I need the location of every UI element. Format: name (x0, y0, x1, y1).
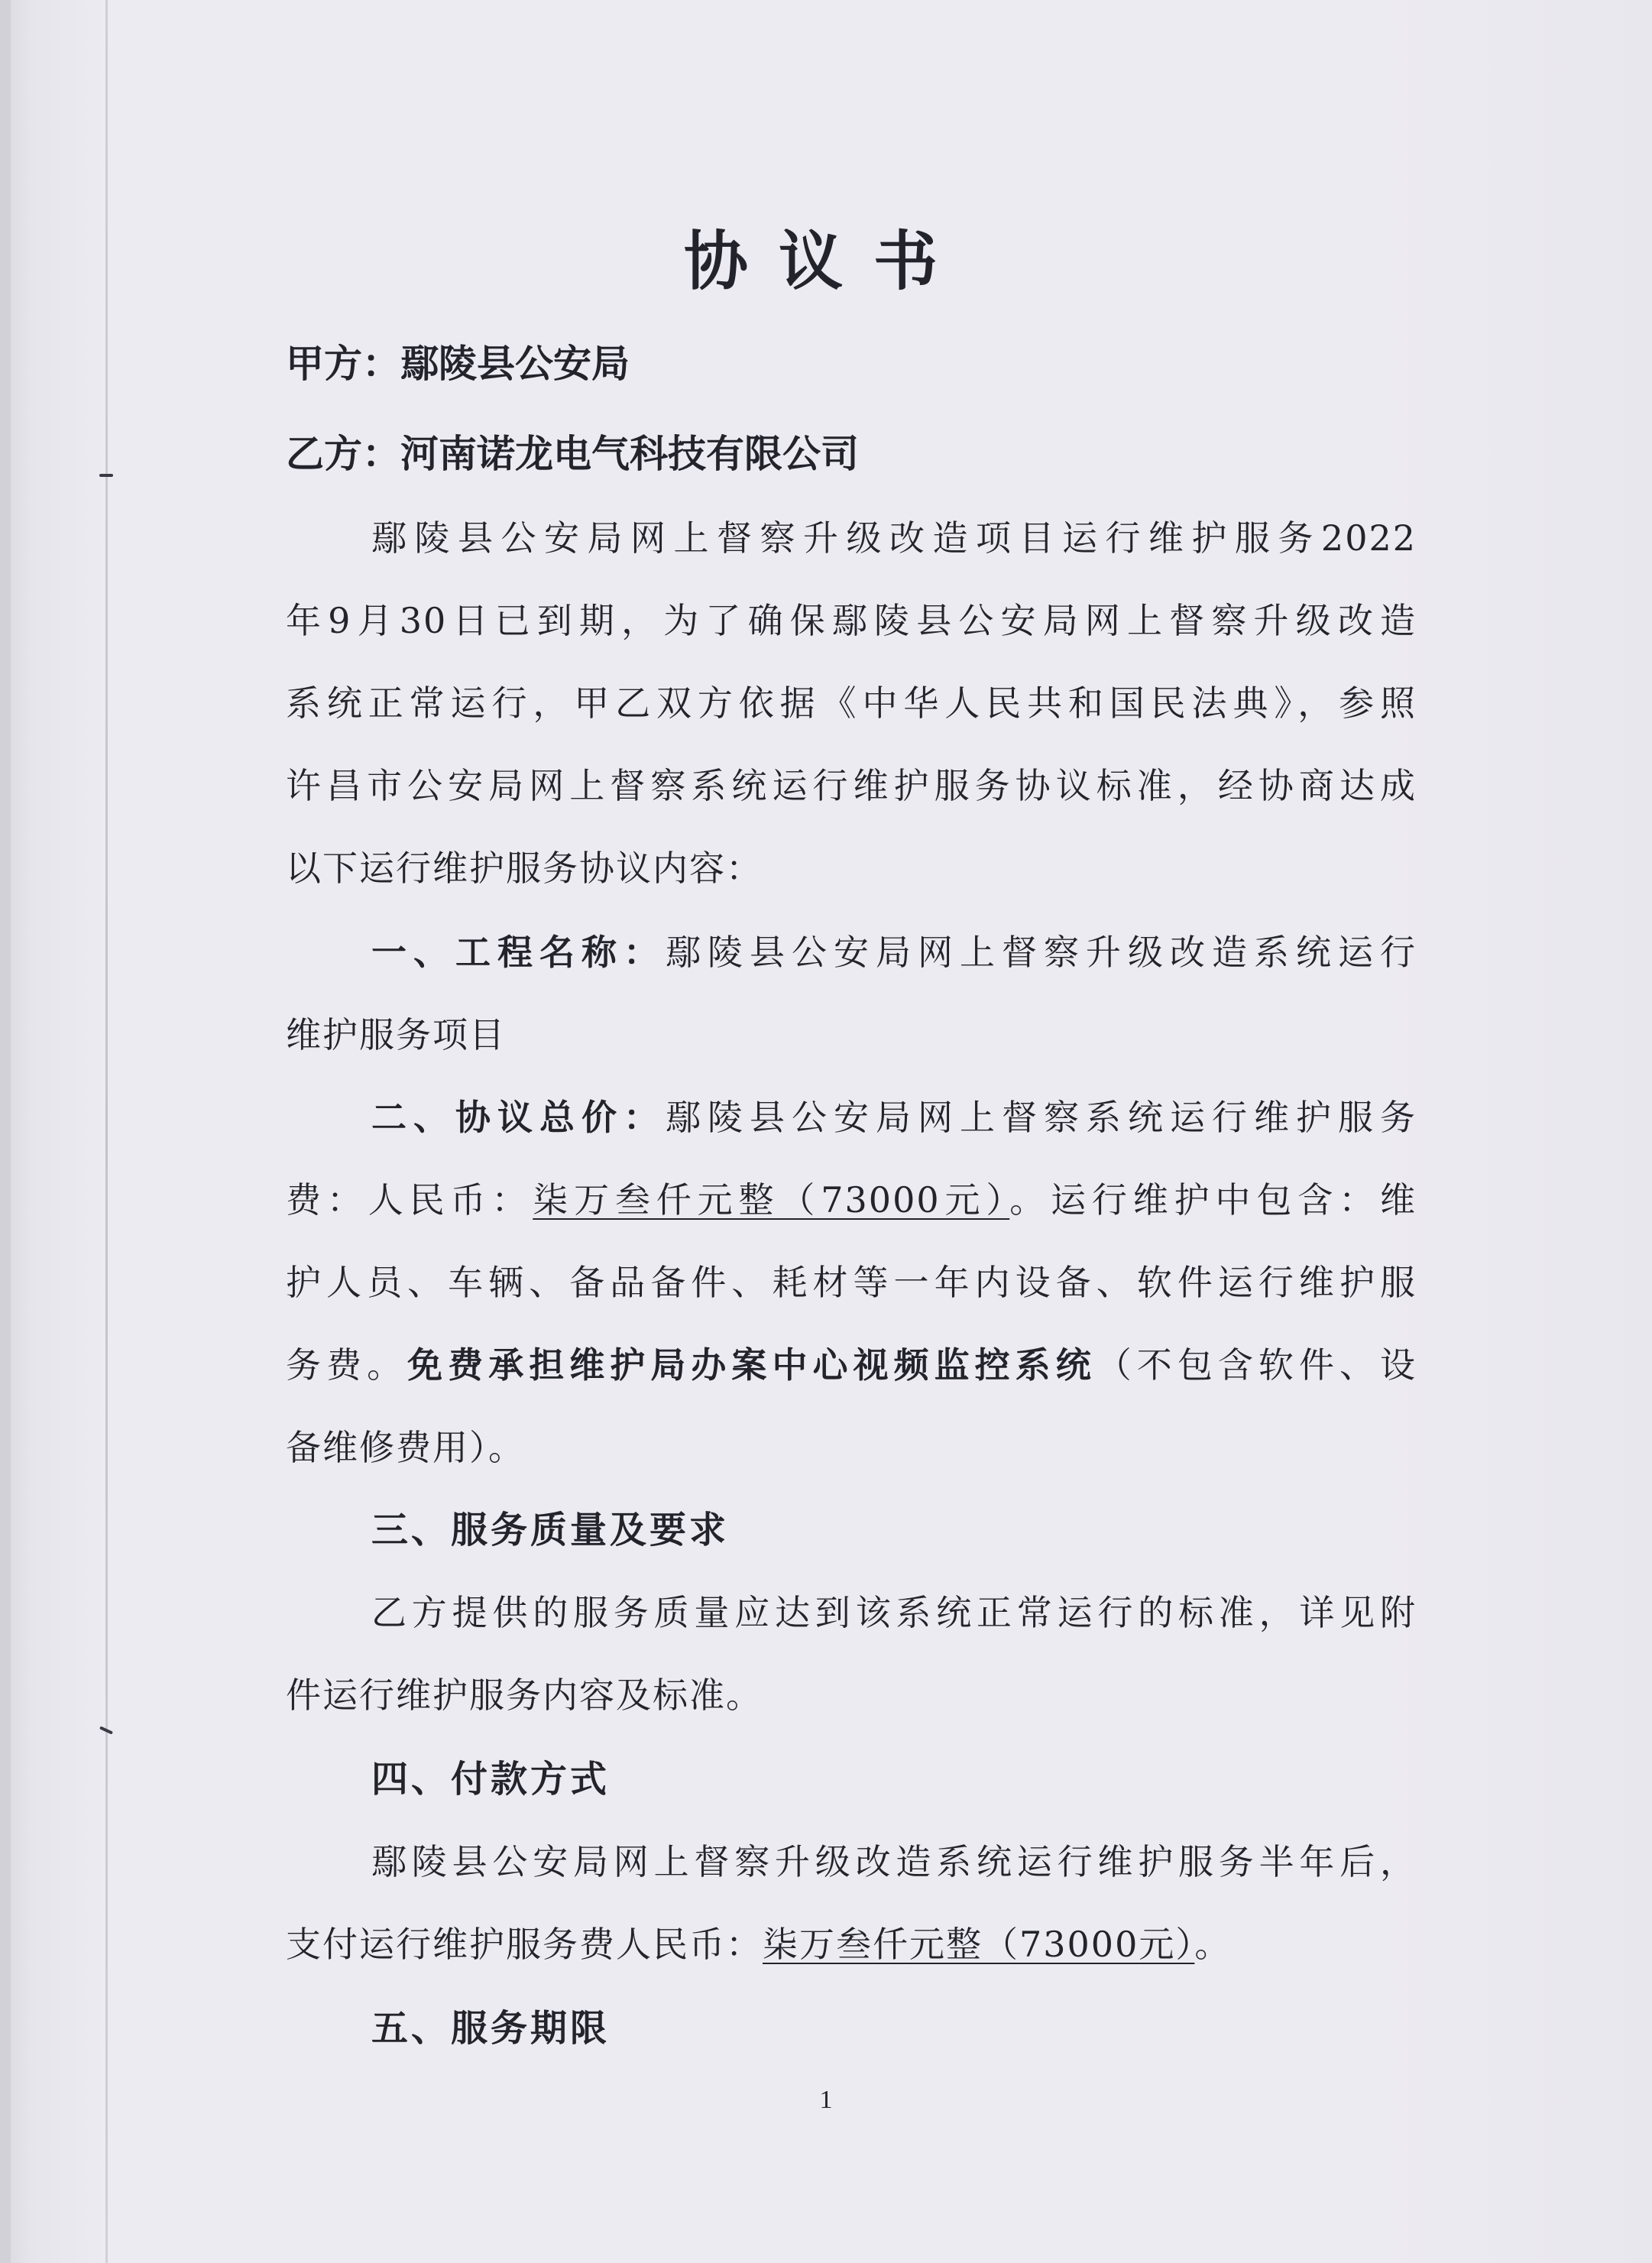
party-a: 甲方：鄢陵县公安局 (286, 341, 630, 386)
section3-line: 件运行维护服务内容及标准。 (286, 1675, 763, 1716)
section1-line: 维护服务项目 (286, 1014, 506, 1055)
section3-heading: 三、服务质量及要求 (371, 1509, 730, 1551)
payment-label: 支付运行维护服务费人民币： (286, 1924, 763, 1965)
section1-heading: 一、工程名称： (371, 932, 666, 973)
price-note: 。运行维护中包含：维 (1009, 1179, 1417, 1221)
payment-amount: 柒万叁仟元整（73000元） (763, 1924, 1195, 1965)
price-label: 费：人民币： (286, 1179, 533, 1221)
section4-line: 鄢陵县公安局网上督察升级改造系统运行维护服务半年后， (371, 1841, 1417, 1882)
section2-line (371, 1093, 1417, 1142)
section1-line (371, 928, 1417, 977)
page-edge-shadow (0, 0, 11, 2263)
intro-line: 年9月30日已到期，为了确保鄢陵县公安局网上督察升级改造 (286, 600, 1417, 641)
intro-line: 鄢陵县公安局网上督察升级改造项目运行维护服务2022 (371, 517, 1417, 559)
section2-text: （不包含软件、设 (1096, 1344, 1417, 1386)
section2-line: 备维修费用）。 (286, 1427, 525, 1468)
section5-heading: 五、服务期限 (371, 2007, 611, 2050)
section4-heading: 四、付款方式 (371, 1758, 611, 1801)
section2-text: 务费。 (286, 1344, 408, 1386)
payment-end: 。 (1194, 1924, 1232, 1965)
section2-line (286, 1341, 1417, 1389)
intro-line: 以下运行维护服务协议内容： (286, 848, 763, 889)
free-service-note: 免费承担维护局办案中心视频监控系统 (407, 1344, 1096, 1386)
price-amount: 柒万叁仟元整（73000元） (533, 1179, 1010, 1221)
section2-line: 护人员、车辆、备品备件、耗材等一年内设备、软件运行维护服 (286, 1262, 1417, 1303)
intro-line: 许昌市公安局网上督察系统运行维护服务协议标准，经协商达成 (286, 765, 1417, 806)
binding-fold-line (105, 0, 108, 2263)
margin-tick-mark (99, 474, 113, 477)
party-b: 乙方：河南诺龙电气科技有限公司 (286, 431, 859, 476)
section2-heading: 二、协议总价： (371, 1097, 666, 1138)
section2-text: 鄢陵县公安局网上督察系统运行维护服务 (666, 1097, 1417, 1138)
intro-line: 系统正常运行，甲乙双方依据《中华人民共和国民法典》，参照 (286, 682, 1417, 724)
section3-line: 乙方提供的服务质量应达到该系统正常运行的标准，详见附 (371, 1592, 1417, 1633)
document-title: 协议书 (683, 223, 968, 299)
section1-text: 鄢陵县公安局网上督察升级改造系统运行 (666, 932, 1417, 973)
section2-line (286, 1175, 1417, 1224)
page-number: 1 (819, 2086, 833, 2114)
section4-line (286, 1920, 1231, 1969)
